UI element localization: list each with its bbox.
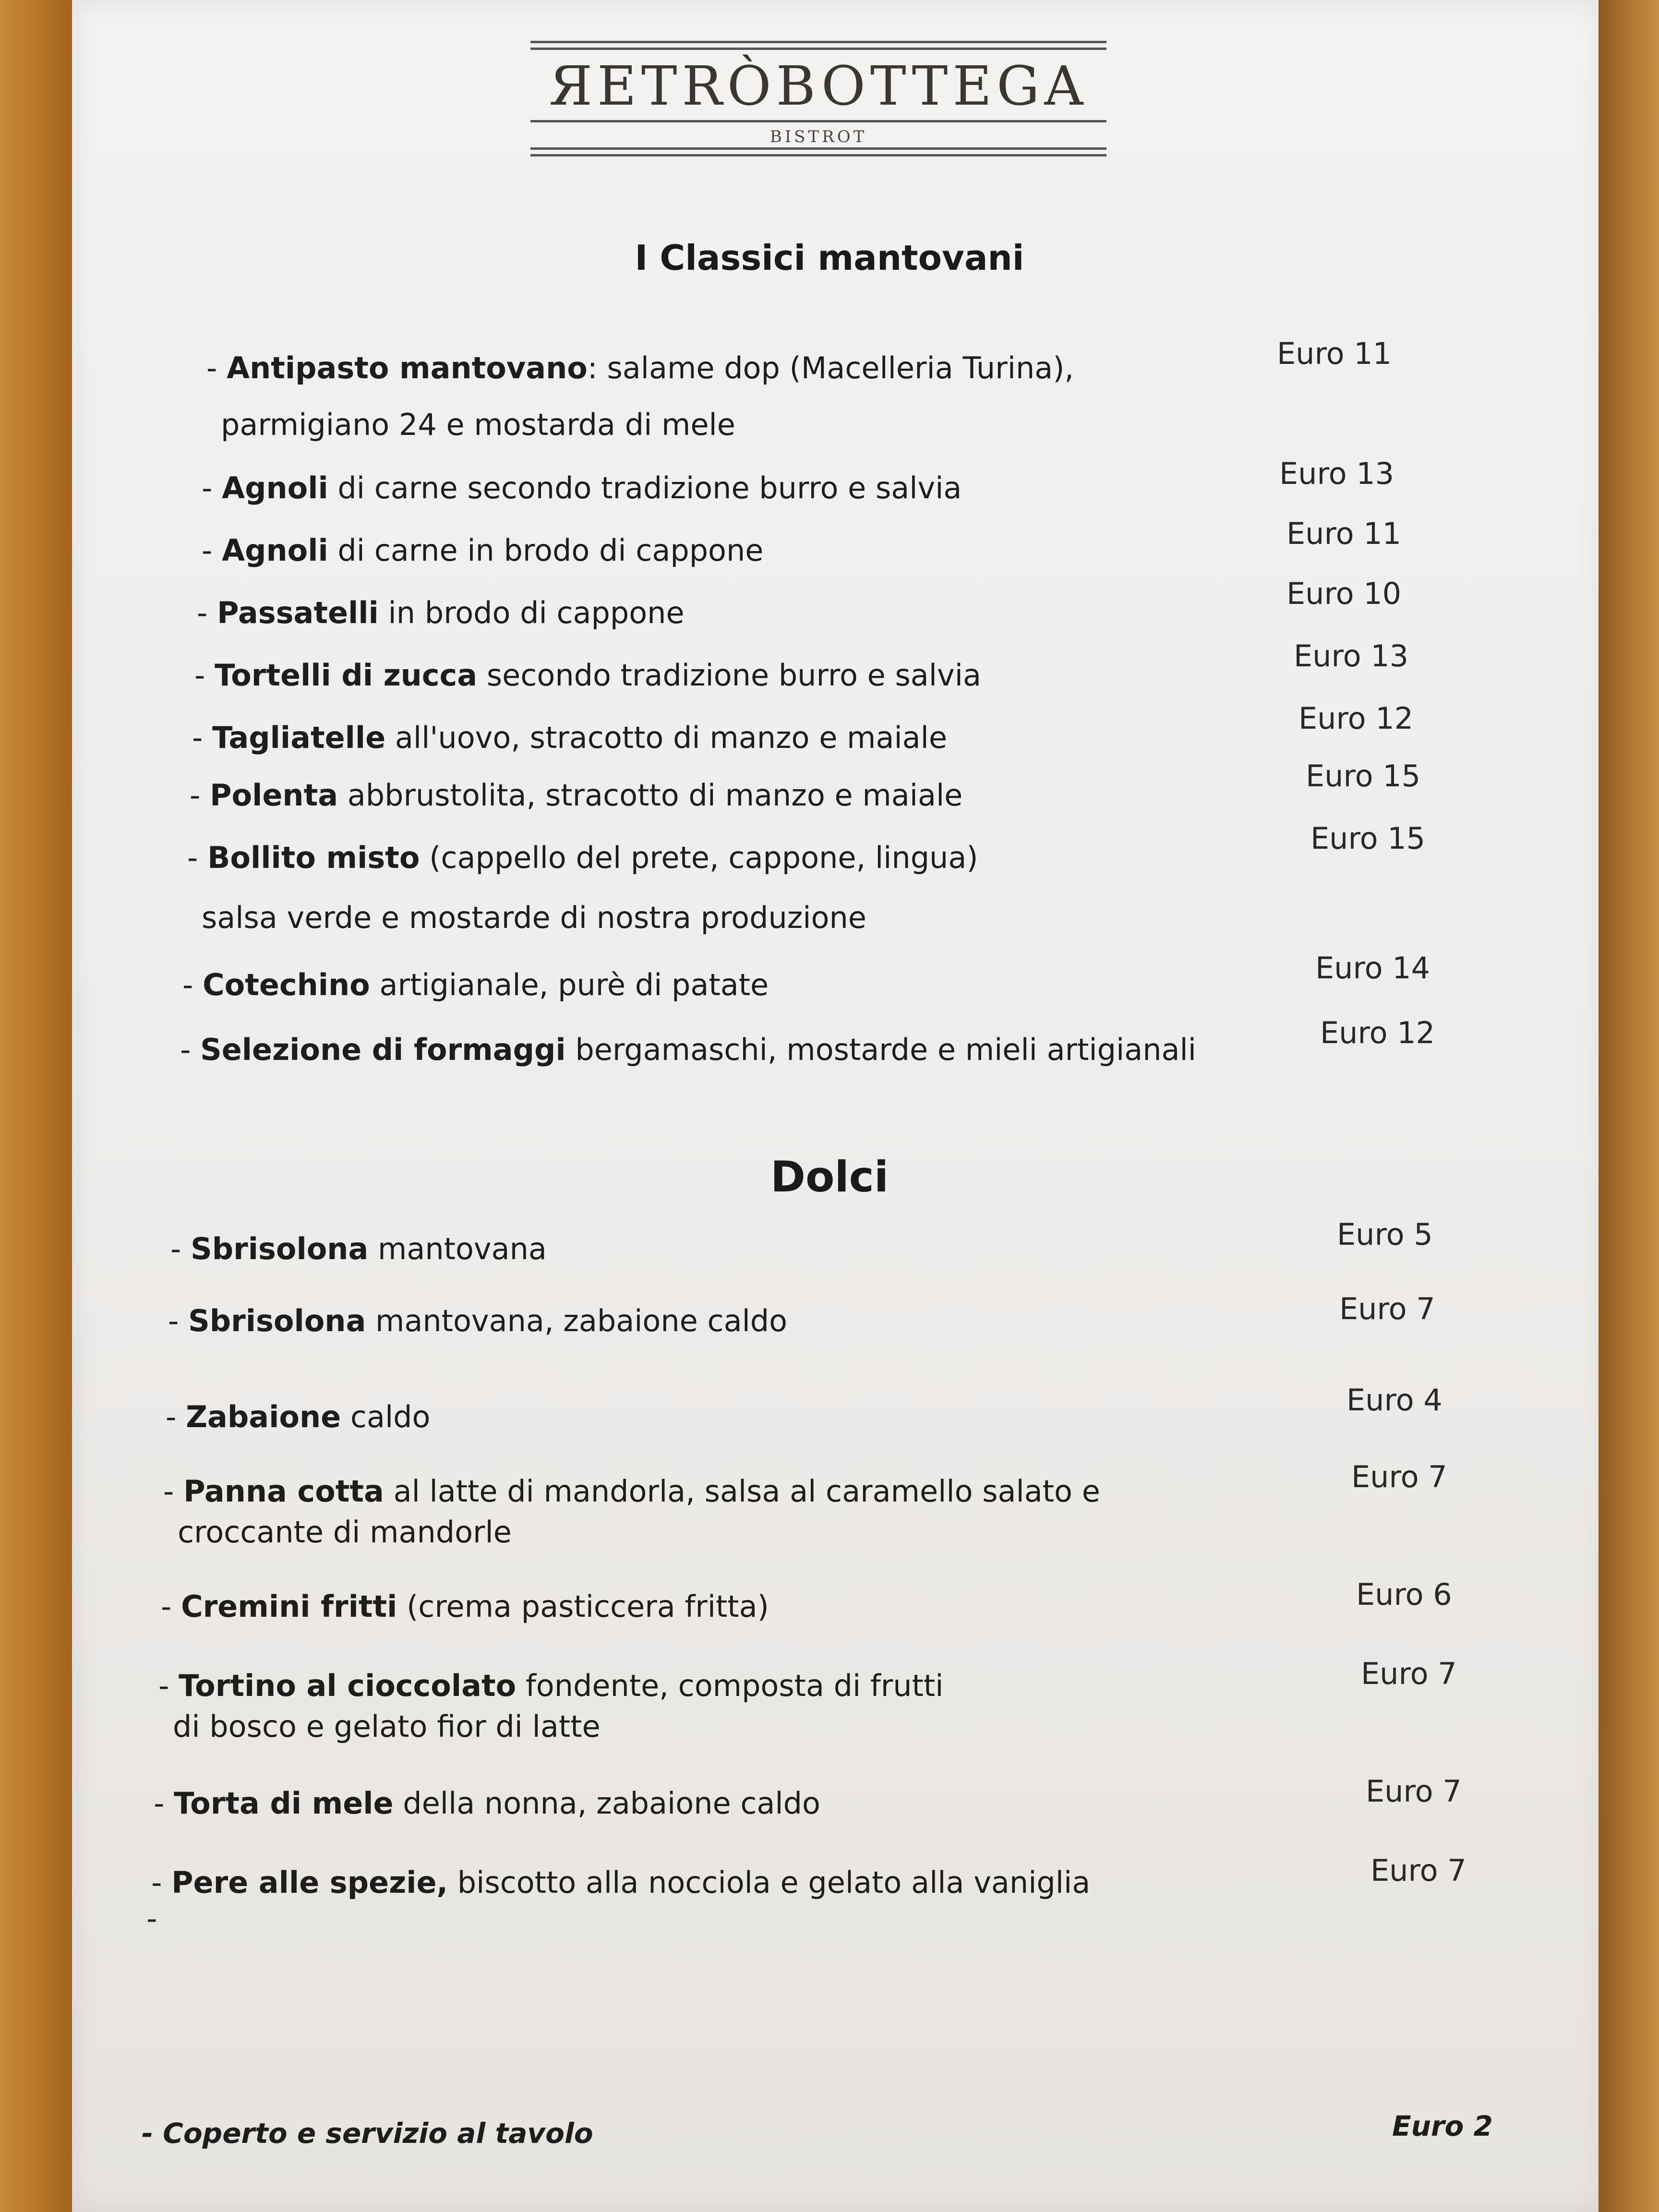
section-heading-classici: I Classici mantovani <box>635 238 1024 278</box>
item-name: Selezione di formaggi <box>200 1032 566 1067</box>
item-name: Pere alle spezie, <box>171 1865 448 1900</box>
item-desc: mantovana, zabaione caldo <box>366 1303 788 1338</box>
item-desc: di carne secondo tradizione burro e salvia <box>328 470 962 505</box>
item-name: Sbrisolona <box>188 1303 366 1338</box>
cover-charge-label: - Coperto e servizio al tavolo <box>142 2117 593 2150</box>
item-price: Euro 4 <box>1346 1382 1443 1418</box>
item-price: Euro 12 <box>1320 1015 1435 1050</box>
item-price: Euro 5 <box>1337 1217 1433 1252</box>
menu-item: - Tagliatelle all'uovo, stracotto di manzo e maiale <box>192 720 948 755</box>
item-price: Euro 11 <box>1277 336 1392 371</box>
item-desc: della nonna, zabaione caldo <box>393 1786 820 1821</box>
item-price: Euro 7 <box>1339 1291 1435 1326</box>
logo-rule-top <box>530 41 1106 43</box>
menu-item: - Selezione di formaggi bergamaschi, mostarde e mieli artigianali <box>180 1032 1196 1067</box>
trailing-dash: - <box>146 1901 157 1936</box>
menu-item: - Bollito misto (cappello del prete, cappone, lingua) <box>187 840 978 875</box>
item-price: Euro 7 <box>1351 1459 1447 1494</box>
item-name: Tortino al cioccolato <box>179 1668 517 1703</box>
wood-frame-right <box>1599 0 1659 2212</box>
menu-item: - Panna cotta al latte di mandorla, salsa al caramello salato e <box>163 1474 1100 1509</box>
menu-item: - Torta di mele della nonna, zabaione caldo <box>154 1786 820 1821</box>
restaurant-logo <box>530 41 1106 166</box>
item-price: Euro 15 <box>1306 758 1421 793</box>
item-desc: artigianale, purè di patate <box>370 967 769 1002</box>
item-name: Torta di mele <box>174 1786 394 1821</box>
item-price: Euro 7 <box>1361 1656 1457 1691</box>
menu-item: - Passatelli in brodo di cappone <box>197 595 685 630</box>
item-name: Agnoli <box>222 470 328 505</box>
item-desc: mantovana <box>368 1231 547 1266</box>
item-desc: fondente, composta di frutti <box>516 1668 944 1703</box>
item-desc: (crema pasticcera fritta) <box>397 1589 769 1624</box>
menu-item: - Tortino al cioccolato fondente, composta di frutti <box>158 1668 944 1703</box>
menu-item: - Tortelli di zucca secondo tradizione burro e salvia <box>194 658 981 693</box>
item-price: Euro 14 <box>1315 950 1431 986</box>
item-name: Tagliatelle <box>212 720 386 755</box>
cover-charge-price: Euro 2 <box>1392 2110 1493 2142</box>
item-name: Zabaione <box>186 1399 341 1434</box>
item-price: Euro 7 <box>1370 1853 1467 1888</box>
menu-item-desc-cont: salsa verde e mostarde di nostra produzione <box>202 900 866 935</box>
logo-rule-top-thin <box>530 48 1106 50</box>
logo-title: ЯETRÒBOTTEGA <box>549 55 1088 118</box>
item-desc: caldo <box>341 1399 431 1434</box>
item-price: Euro 7 <box>1366 1774 1462 1809</box>
item-name: Cotechino <box>203 967 370 1002</box>
item-name: Tortelli di zucca <box>215 658 478 693</box>
item-desc: al latte di mandorla, salsa al caramello salato e <box>384 1474 1100 1509</box>
menu-item: - Agnoli di carne secondo tradizione burro e salvia <box>202 470 962 505</box>
menu-item: - Agnoli di carne in brodo di cappone <box>202 533 764 568</box>
item-desc: all'uovo, stracotto di manzo e maiale <box>385 720 948 755</box>
item-name: Passatelli <box>217 595 379 630</box>
item-price: Euro 13 <box>1279 456 1395 491</box>
menu-item: - Zabaione caldo <box>166 1399 431 1434</box>
item-desc: (cappello del prete, cappone, lingua) <box>420 840 978 875</box>
menu-item-desc-cont: di bosco e gelato fior di latte <box>173 1709 601 1744</box>
logo-subtitle: BISTROT <box>769 127 867 146</box>
item-price: Euro 13 <box>1294 638 1409 673</box>
item-price: Euro 6 <box>1356 1577 1452 1612</box>
item-name: Sbrisolona <box>191 1231 369 1266</box>
item-desc: di carne in brodo di cappone <box>328 533 764 568</box>
item-desc: secondo tradizione burro e salvia <box>477 658 981 693</box>
menu-item: - Cotechino artigianale, purè di patate <box>182 967 769 1002</box>
item-price: Euro 15 <box>1310 821 1426 856</box>
section-heading-dolci: Dolci <box>770 1152 889 1202</box>
menu-item: - Cremini fritti (crema pasticcera fritta) <box>161 1589 769 1624</box>
menu-item-desc-cont: parmigiano 24 e mostarda di mele <box>221 407 735 442</box>
logo-rule-mid <box>530 120 1106 122</box>
menu-item: - Polenta abbrustolita, stracotto di manzo e maiale <box>190 778 963 813</box>
item-name: Polenta <box>210 778 338 813</box>
item-name: Cremini fritti <box>181 1589 397 1624</box>
wood-frame-left <box>0 0 79 2212</box>
item-price: Euro 10 <box>1286 576 1402 611</box>
item-name: Agnoli <box>222 533 328 568</box>
item-desc: bergamaschi, mostarde e mieli artigianali <box>565 1032 1196 1067</box>
item-name: Bollito misto <box>207 840 420 875</box>
menu-item: - Antipasto mantovano: salame dop (Macelleria Turina), <box>206 350 1074 385</box>
item-desc: in brodo di cappone <box>378 595 685 630</box>
menu-item-desc-cont: croccante di mandorle <box>178 1515 512 1550</box>
menu-item: - Sbrisolona mantovana <box>170 1231 547 1266</box>
logo-rule-bottom-thin <box>530 154 1106 156</box>
menu-item: - Sbrisolona mantovana, zabaione caldo <box>168 1303 788 1338</box>
item-name: Panna cotta <box>183 1474 384 1509</box>
item-price: Euro 11 <box>1286 516 1402 551</box>
menu-item: - Pere alle spezie, biscotto alla nocciola e gelato alla vaniglia <box>151 1865 1091 1900</box>
item-desc: abbrustolita, stracotto di manzo e maiale <box>338 778 963 813</box>
logo-rule-bottom <box>530 147 1106 150</box>
item-desc: : salame dop (Macelleria Turina), <box>587 350 1074 385</box>
item-desc: biscotto alla nocciola e gelato alla vaniglia <box>448 1865 1091 1900</box>
item-price: Euro 12 <box>1298 701 1414 736</box>
item-name: Antipasto mantovano <box>227 350 588 385</box>
